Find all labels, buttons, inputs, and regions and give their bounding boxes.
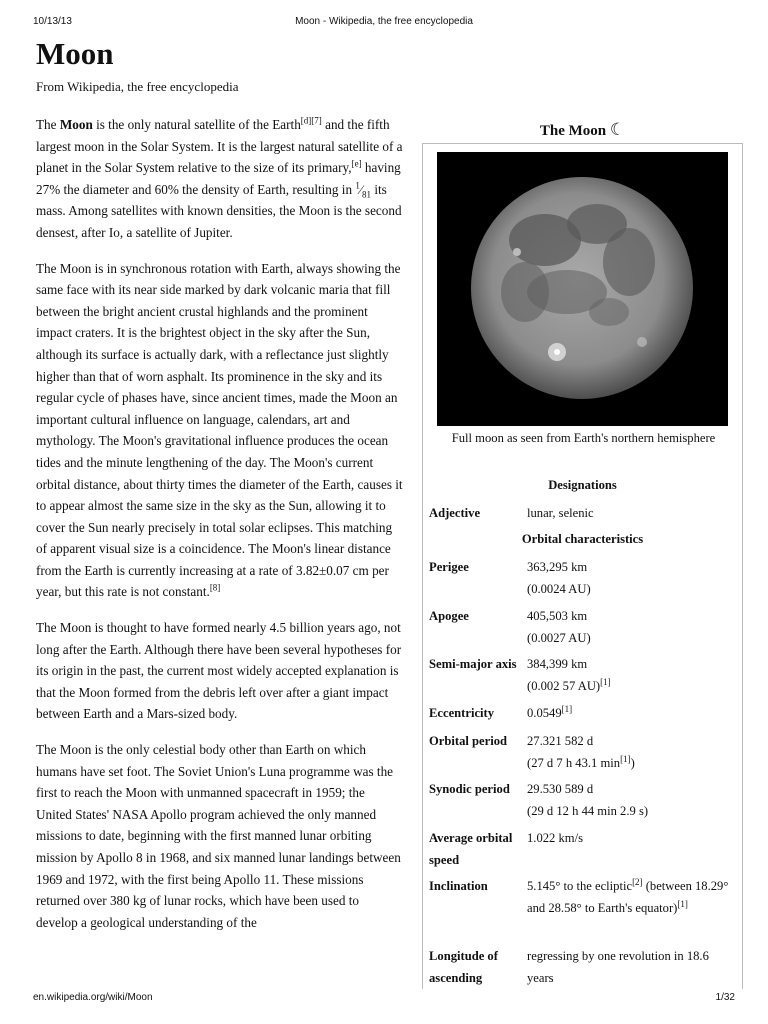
row-label: Apogee xyxy=(429,609,469,623)
citation-link[interactable]: [d][7] xyxy=(300,115,322,126)
value-line xyxy=(527,753,737,775)
row-value xyxy=(527,654,737,697)
print-title: Moon - Wikipedia, the free encyclopedia xyxy=(295,16,473,27)
value-line: (0.0024 AU) xyxy=(527,581,591,596)
citation-link[interactable]: [1] xyxy=(561,703,573,714)
value-line: 363,295 km xyxy=(527,560,588,574)
paragraph-rotation xyxy=(36,258,404,604)
row-value xyxy=(527,557,737,600)
citation-link[interactable]: [1] xyxy=(677,898,688,909)
value-line: 29.530 589 d xyxy=(527,782,594,796)
text-run: 5.145° to the ecliptic xyxy=(527,879,633,893)
text-run: ) xyxy=(630,755,635,770)
text-run: is the only natural satellite of the Earth xyxy=(92,117,301,132)
article-body xyxy=(36,114,404,947)
row-value xyxy=(527,731,737,774)
print-date: 10/13/13 xyxy=(33,16,72,27)
section-header-designations: Designations xyxy=(548,478,617,492)
row-label: Inclination xyxy=(429,879,488,893)
row-value xyxy=(527,779,737,822)
infobox-title-text: The Moon xyxy=(539,123,607,139)
citation-link[interactable]: [8] xyxy=(209,583,221,594)
value-line xyxy=(527,676,737,698)
page-title: Moon xyxy=(36,36,114,71)
row-value: regressing by one revolution in 18.6 years xyxy=(527,949,709,985)
row-label: Perigee xyxy=(429,560,469,574)
section-header-orbital: Orbital characteristics xyxy=(521,532,644,546)
image-caption: Full moon as seen from Earth's northern hemisphere xyxy=(451,431,716,445)
moon-symbol-icon: ☾ xyxy=(609,120,626,139)
paragraph-exploration: The Moon is the only celestial body other than Earth on which humans have set foot. The Soviet Union's Luna programme was the first to reach the Moon with unmanned spacecraft in 1959; the United States' NASA Apollo program achieved the only manned missions to date, beginning with the first manned lunar orbiting mission by Apollo 8 in 1968, and six manned lunar landings between 1969 and 1972, with the first being Apollo 11. These missions returned over 380 kg of lunar rocks, which have been used to develop a geological understanding of the xyxy=(36,742,401,930)
text-run: and the fifth largest moon in the Solar System. It is the largest natural satellite of a planet in the Solar System relative to the size of its primary, xyxy=(36,117,403,176)
value-line: (29 d 12 h 44 min 2.9 s) xyxy=(527,803,649,818)
fraction xyxy=(355,180,372,200)
value-line: (0.0027 AU) xyxy=(527,630,591,645)
infobox-title xyxy=(422,120,743,140)
paragraph-formation: The Moon is thought to have formed nearly 4.5 billion years ago, not long after the Earth. Although there have been several hypotheses for its origin in the past, the current most widely accepted explanation is that the Moon formed from the debris left over after a giant impact between Earth and a Mars-sized body. xyxy=(36,620,402,722)
text-run: having 27% the diameter and 60% the density of Earth, resulting in xyxy=(36,160,401,197)
text-run: (between 18.29° and 28.58° to Earth's equator) xyxy=(527,879,729,915)
page-url: en.wikipedia.org/wiki/Moon xyxy=(33,992,153,1003)
moon-photo-icon xyxy=(437,152,728,426)
text-run: The xyxy=(36,117,60,132)
row-value: lunar, selenic xyxy=(527,506,594,520)
text-run: (0.002 57 AU) xyxy=(527,678,601,693)
text-run: The Moon is in synchronous rotation with Earth, always showing the same face with its near side marked by dark volcanic maria that fill between the bright ancient crustal highlands and the prominent impact craters. It is the brightest object in the sky after the Sun, although its surface is actually dark, with a reflectance just slightly higher than that of worn asphalt. Its prominence in the sky and its regular cycle of phases have, since ancient times, made the Moon an important cultural influence on language, calendars, art and mythology. The Moon's gravitational influence produces the ocean tides and the minute lengthening of the day. The Moon's current orbital distance, about thirty times the diameter of the Earth, causes it to appear almost the same size in the sky as the Sun, allowing it to cover the Sun nearly precisely in total solar eclipses. This matching of apparent visual size is a coincidence. The Moon's linear distance from the Earth is currently increasing at a rate of 3.82±0.07 cm per year, but this rate is not constant. xyxy=(36,260,403,600)
page-subtitle: From Wikipedia, the free encyclopedia xyxy=(36,79,239,94)
page-number: 1/32 xyxy=(715,992,735,1003)
row-label: Average orbital speed xyxy=(429,831,513,867)
fraction-slash: ⁄ xyxy=(359,181,363,197)
bold-term: Moon xyxy=(59,117,93,132)
citation-link[interactable]: [1] xyxy=(600,676,611,687)
value-line: 405,503 km xyxy=(527,609,588,623)
row-label: Semi-major axis xyxy=(429,657,517,671)
value-line: 384,399 km xyxy=(527,657,588,671)
row-label: Synodic period xyxy=(429,782,510,796)
fraction-numerator: 1 xyxy=(355,180,360,191)
value-line: 27.321 582 d xyxy=(527,734,594,748)
text-run: 0.0549 xyxy=(527,706,562,720)
row-label: Eccentricity xyxy=(429,706,495,720)
infobox xyxy=(422,143,743,989)
citation-link[interactable]: [1] xyxy=(620,753,631,764)
row-label: Longitude of ascending xyxy=(429,949,498,985)
row-value xyxy=(527,606,737,649)
text-run: its mass. Among satellites with known densities, the Moon is the second densest, after Io, a satellite of Jupiter. xyxy=(36,181,402,240)
citation-link[interactable]: [e] xyxy=(351,158,362,169)
full-moon-photo[interactable] xyxy=(437,152,728,426)
row-label: Adjective xyxy=(429,506,481,520)
fraction-denominator: 81 xyxy=(362,189,372,200)
citation-link[interactable]: [2] xyxy=(632,876,643,887)
text-run: (27 d 7 h 43.1 min xyxy=(527,755,621,770)
row-value xyxy=(527,876,737,919)
row-value xyxy=(527,703,737,725)
paragraph-intro xyxy=(36,114,404,244)
row-label: Orbital period xyxy=(429,734,508,748)
row-value: 1.022 km/s xyxy=(527,831,583,845)
